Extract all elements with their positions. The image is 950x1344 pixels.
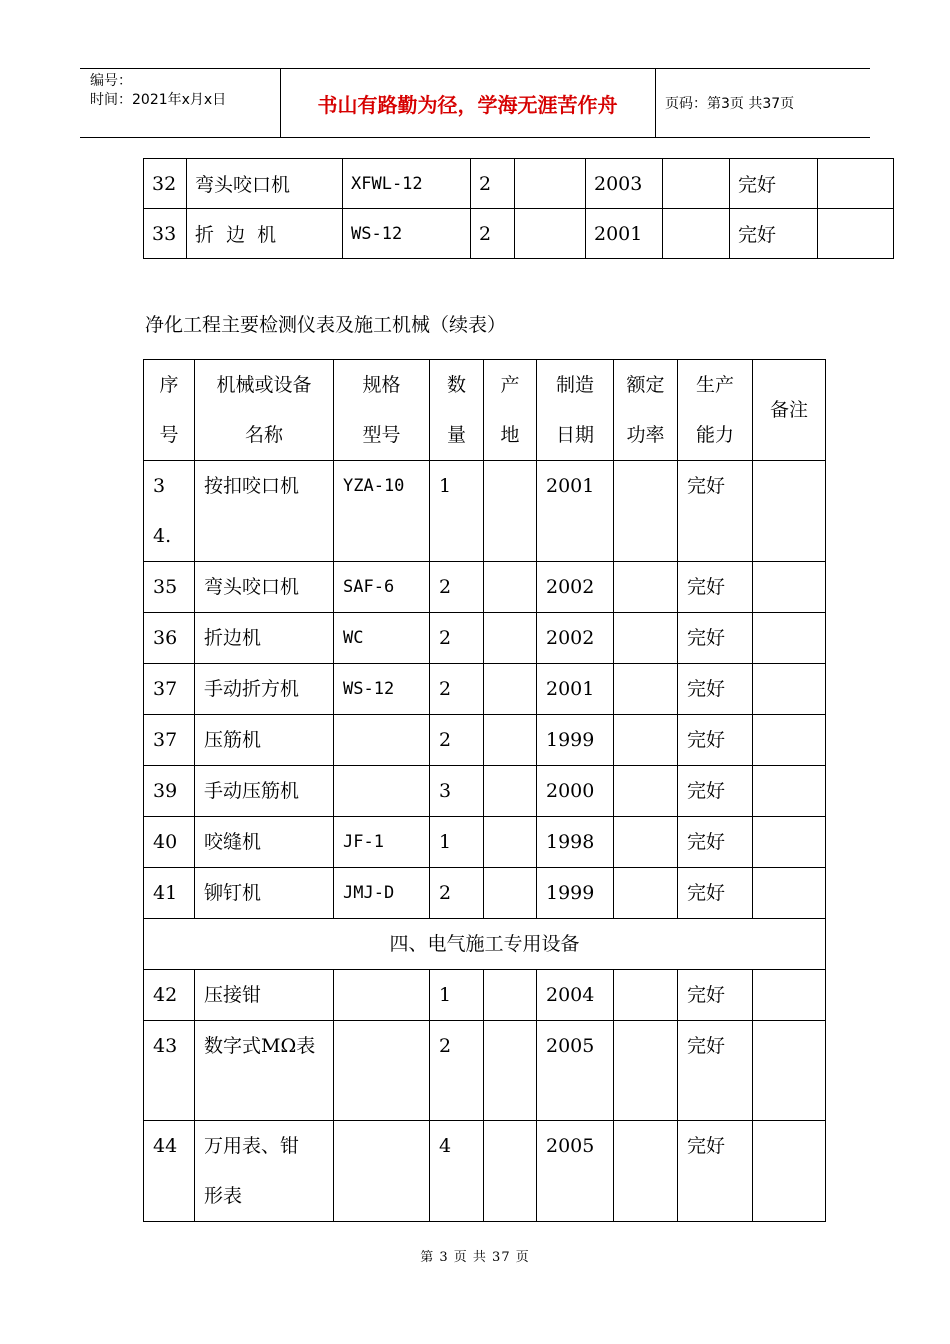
cell-note: [753, 817, 826, 868]
cell-power: [614, 817, 678, 868]
cell-capacity: 完好: [678, 613, 753, 664]
cell-qty: 2: [471, 159, 515, 209]
cell-no: 35: [144, 562, 195, 613]
table-row: [144, 970, 826, 1021]
cell-power: [614, 562, 678, 613]
document-number-label: 编号：: [90, 73, 132, 89]
cell-note: [753, 1121, 826, 1222]
cell-no: 39: [144, 766, 195, 817]
table-section-row: [144, 919, 826, 970]
cell-no: 41: [144, 868, 195, 919]
cell-name: 按扣咬口机: [195, 461, 334, 562]
cell-origin: [484, 970, 537, 1021]
cell-no: 44: [144, 1121, 195, 1222]
cell-qty: 2: [430, 1021, 484, 1121]
cell-origin: [484, 1021, 537, 1121]
cell-capacity: 完好: [730, 209, 818, 259]
cell-capacity: 完好: [678, 664, 753, 715]
cell-no: 34.: [144, 461, 195, 562]
table-caption: 净化工程主要检测仪表及施工机械（续表）: [145, 314, 507, 336]
cell-note: [753, 868, 826, 919]
table-row: [144, 461, 826, 562]
equipment-table-top: [143, 158, 894, 259]
cell-qty: 1: [430, 817, 484, 868]
cell-no: 33: [144, 209, 187, 259]
cell-date: 2002: [537, 613, 614, 664]
cell-no: 37: [144, 664, 195, 715]
table-row: [144, 766, 826, 817]
cell-model: [334, 715, 430, 766]
cell-qty: 2: [430, 664, 484, 715]
header-name: 机械或设备名称: [195, 360, 334, 461]
table-row: [144, 1021, 826, 1121]
cell-origin: [484, 868, 537, 919]
cell-note: [818, 209, 894, 259]
cell-date: 1998: [537, 817, 614, 868]
cell-model: WC: [334, 613, 430, 664]
cell-date: 2002: [537, 562, 614, 613]
cell-note: [753, 613, 826, 664]
cell-capacity: 完好: [730, 159, 818, 209]
cell-no: 43: [144, 1021, 195, 1121]
cell-power: [614, 461, 678, 562]
cell-name: 数字式MΩ表: [195, 1021, 334, 1121]
header-model: 规格型号: [334, 360, 430, 461]
cell-power: [663, 209, 730, 259]
cell-note: [753, 562, 826, 613]
document-date-label: 时间：2021年x月x日: [90, 92, 227, 108]
cell-origin: [484, 562, 537, 613]
cell-date: 1999: [537, 715, 614, 766]
cell-capacity: 完好: [678, 461, 753, 562]
section-title: 四、电气施工专用设备: [144, 919, 826, 970]
cell-origin: [484, 664, 537, 715]
cell-capacity: 完好: [678, 715, 753, 766]
cell-model: YZA-10: [334, 461, 430, 562]
cell-qty: 1: [430, 461, 484, 562]
cell-date: 2005: [537, 1121, 614, 1222]
cell-qty: 2: [430, 715, 484, 766]
cell-model: [334, 766, 430, 817]
table-row: [144, 1121, 826, 1222]
cell-power: [614, 868, 678, 919]
cell-power: [663, 159, 730, 209]
cell-date: 2001: [537, 461, 614, 562]
cell-model: WS-12: [343, 209, 471, 259]
cell-name: 折 边 机: [187, 209, 343, 259]
cell-model: XFWL-12: [343, 159, 471, 209]
cell-note: [753, 970, 826, 1021]
cell-capacity: 完好: [678, 562, 753, 613]
cell-date: 2005: [537, 1021, 614, 1121]
cell-date: 2003: [586, 159, 663, 209]
cell-origin: [484, 817, 537, 868]
header-capacity: 生产能力: [678, 360, 753, 461]
cell-model: JF-1: [334, 817, 430, 868]
cell-origin: [484, 766, 537, 817]
table-row: [144, 209, 894, 259]
cell-model: [334, 1021, 430, 1121]
header-motto: 书山有路勤为径，学海无涯苦作舟: [317, 92, 618, 117]
header-meta: [90, 72, 280, 110]
cell-origin: [515, 209, 586, 259]
table-row: [144, 715, 826, 766]
cell-qty: 4: [430, 1121, 484, 1222]
cell-note: [753, 766, 826, 817]
header-divider: [655, 69, 656, 137]
cell-capacity: 完好: [678, 868, 753, 919]
cell-capacity: 完好: [678, 817, 753, 868]
cell-name: 手动折方机: [195, 664, 334, 715]
cell-model: [334, 1121, 430, 1222]
table-row: [144, 868, 826, 919]
cell-name: 折边机: [195, 613, 334, 664]
cell-name: 压筋机: [195, 715, 334, 766]
cell-qty: 3: [430, 766, 484, 817]
cell-origin: [515, 159, 586, 209]
cell-power: [614, 613, 678, 664]
header-power: 额定功率: [614, 360, 678, 461]
header-page-label: 页码：第3页 共37页: [665, 96, 795, 112]
cell-no: 32: [144, 159, 187, 209]
cell-qty: 1: [430, 970, 484, 1021]
cell-date: 2004: [537, 970, 614, 1021]
cell-no: 36: [144, 613, 195, 664]
cell-qty: 2: [430, 562, 484, 613]
cell-note: [753, 715, 826, 766]
cell-name: 万用表、钳形表: [195, 1121, 334, 1222]
table-header-row: [144, 360, 826, 461]
equipment-table-main: [143, 359, 826, 1222]
cell-name: 手动压筋机: [195, 766, 334, 817]
cell-model: WS-12: [334, 664, 430, 715]
cell-no: 40: [144, 817, 195, 868]
cell-power: [614, 715, 678, 766]
cell-date: 2001: [586, 209, 663, 259]
table-row: [144, 664, 826, 715]
cell-note: [753, 664, 826, 715]
table-row: [144, 613, 826, 664]
cell-capacity: 完好: [678, 1021, 753, 1121]
cell-power: [614, 970, 678, 1021]
cell-qty: 2: [471, 209, 515, 259]
cell-date: 2000: [537, 766, 614, 817]
header-note: 备注: [753, 360, 826, 461]
cell-qty: 2: [430, 613, 484, 664]
page-header: [80, 68, 870, 138]
cell-date: 1999: [537, 868, 614, 919]
cell-origin: [484, 1121, 537, 1222]
header-origin: 产地: [484, 360, 537, 461]
cell-model: [334, 970, 430, 1021]
cell-model: JMJ-D: [334, 868, 430, 919]
cell-name: 弯头咬口机: [187, 159, 343, 209]
cell-note: [753, 461, 826, 562]
cell-date: 2001: [537, 664, 614, 715]
cell-capacity: 完好: [678, 766, 753, 817]
cell-capacity: 完好: [678, 1121, 753, 1222]
cell-no: 42: [144, 970, 195, 1021]
page-footer: 第 3 页 共 37 页: [420, 1250, 530, 1265]
table-row: [144, 159, 894, 209]
table-row: [144, 817, 826, 868]
header-qty: 数量: [430, 360, 484, 461]
cell-name: 压接钳: [195, 970, 334, 1021]
cell-capacity: 完好: [678, 970, 753, 1021]
header-date: 制造日期: [537, 360, 614, 461]
table-row: [144, 562, 826, 613]
header-no: 序号: [144, 360, 195, 461]
cell-origin: [484, 715, 537, 766]
cell-power: [614, 664, 678, 715]
cell-qty: 2: [430, 868, 484, 919]
cell-model: SAF-6: [334, 562, 430, 613]
cell-origin: [484, 613, 537, 664]
cell-name: 咬缝机: [195, 817, 334, 868]
cell-note: [818, 159, 894, 209]
cell-power: [614, 1021, 678, 1121]
cell-origin: [484, 461, 537, 562]
cell-power: [614, 1121, 678, 1222]
cell-name: 铆钉机: [195, 868, 334, 919]
cell-note: [753, 1021, 826, 1121]
cell-name: 弯头咬口机: [195, 562, 334, 613]
cell-power: [614, 766, 678, 817]
cell-no: 37: [144, 715, 195, 766]
